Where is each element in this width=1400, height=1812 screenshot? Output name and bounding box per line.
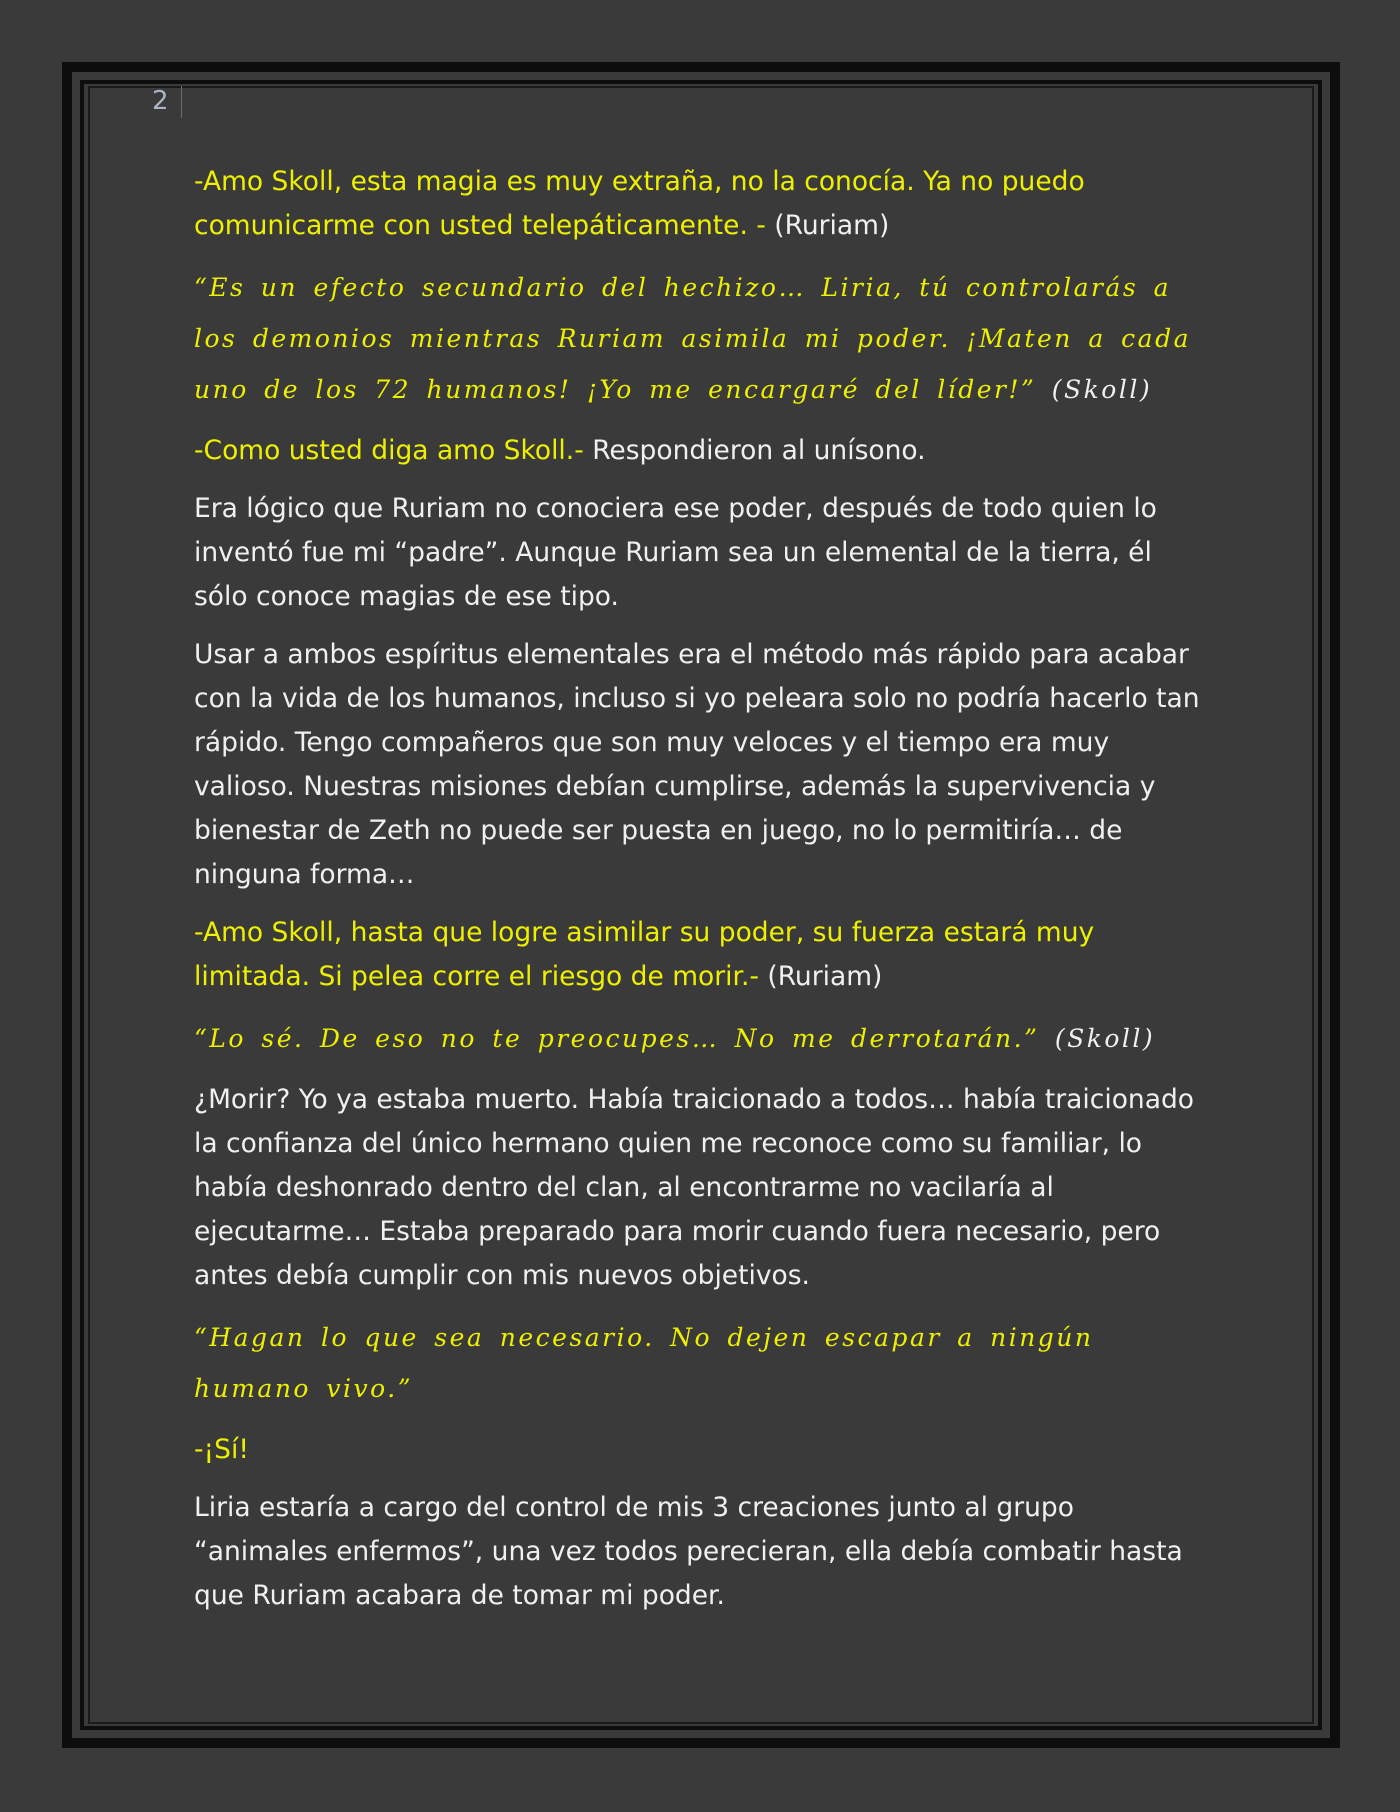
narration-text: Respondieron al unísono. bbox=[592, 435, 926, 466]
narration-paragraph bbox=[194, 1078, 1206, 1298]
speaker-tag: (Skoll) bbox=[1054, 1024, 1156, 1053]
dialogue-speech: -¡Sí! bbox=[194, 1434, 249, 1465]
telepathic-dialogue-paragraph bbox=[194, 1312, 1206, 1414]
telepathic-dialogue-paragraph bbox=[194, 1013, 1206, 1064]
narration-text: ¿Morir? Yo ya estaba muerto. Había traicionado a todos… había traicionado la confianza del único hermano quien me reconoce como su familiar, lo había deshonrado dentro del clan, al encontrarme no vacilaría al ejecutarme… Estaba preparado para morir cuando fuera necesario, pero antes debía cumplir con mis nuevos objetivos. bbox=[194, 1084, 1194, 1291]
dialogue-speech: “Hagan lo que sea necesario. No dejen escapar a ningún humano vivo.” bbox=[194, 1323, 1094, 1403]
narration-paragraph bbox=[194, 1486, 1206, 1618]
telepathic-dialogue-paragraph bbox=[194, 262, 1206, 415]
dialogue-speech: “Es un efecto secundario del hechizo… Liria, tú controlarás a los demonios mientras Ruriam asimila mi poder. ¡Maten a cada uno de los 72 humanos! ¡Yo me encargaré del líder!” bbox=[194, 273, 1191, 404]
dialogue-paragraph bbox=[194, 911, 1206, 999]
dialogue-speech: “Lo sé. De eso no te preocupes… No me derrotarán.” bbox=[194, 1024, 1055, 1053]
narration-text: Era lógico que Ruriam no conociera ese poder, después de todo quien lo inventó fue mi “padre”. Aunque Ruriam sea un elemental de la tierra, él sólo conoce magias de ese tipo. bbox=[194, 493, 1157, 612]
page-number: 2 bbox=[152, 86, 169, 116]
narration-paragraph bbox=[194, 633, 1206, 897]
narration-text: Usar a ambos espíritus elementales era el método más rápido para acabar con la vida de los humanos, incluso si yo peleara solo no podría hacerlo tan rápido. Tengo compañeros que son muy veloces y el tiempo era muy valioso. Nuestras misiones debían cumplirse, además la supervivencia y bienestar de Zeth no puede ser puesta en juego, no lo permitiría… de ninguna forma… bbox=[194, 639, 1200, 890]
speaker-tag: (Ruriam) bbox=[774, 210, 890, 241]
dialogue-paragraph bbox=[194, 429, 1206, 473]
speaker-tag: (Skoll) bbox=[1051, 375, 1153, 404]
speaker-tag: (Ruriam) bbox=[767, 961, 883, 992]
page-content bbox=[194, 160, 1206, 1618]
dialogue-paragraph bbox=[194, 160, 1206, 248]
dialogue-paragraph bbox=[194, 1428, 1206, 1472]
dialogue-speech: -Como usted diga amo Skoll.- bbox=[194, 435, 593, 466]
page-number-divider bbox=[181, 86, 182, 118]
dialogue-speech: -Amo Skoll, esta magia es muy extraña, no la conocía. Ya no puedo comunicarme con usted telepáticamente. - bbox=[194, 166, 1085, 241]
dialogue-speech: -Amo Skoll, hasta que logre asimilar su poder, su fuerza estará muy limitada. Si pelea corre el riesgo de morir.- bbox=[194, 917, 1095, 992]
narration-text: Liria estaría a cargo del control de mis 3 creaciones junto al grupo “animales enfermos”, una vez todos perecieran, ella debía combatir hasta que Ruriam acabara de tomar mi poder. bbox=[194, 1492, 1183, 1611]
narration-paragraph bbox=[194, 487, 1206, 619]
